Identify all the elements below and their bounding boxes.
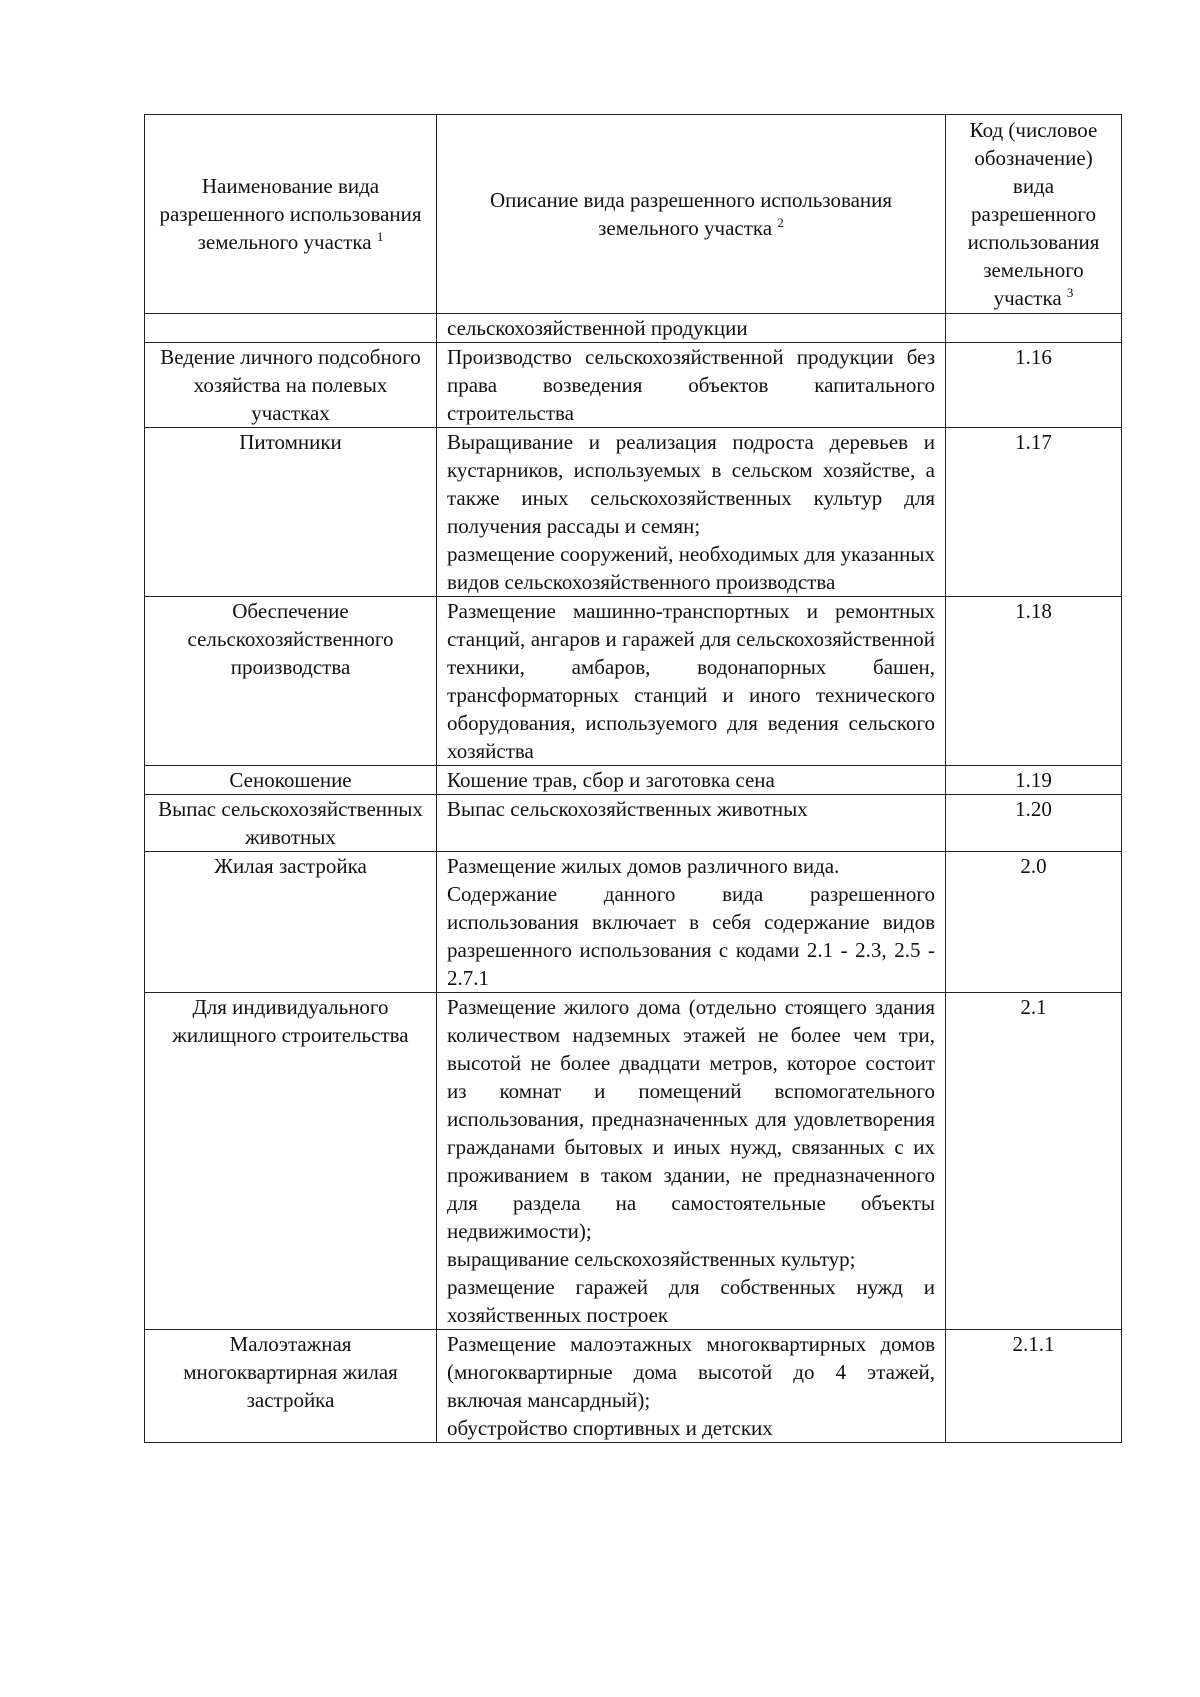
land-use-name-cell: Сенокошение [145, 766, 437, 795]
land-use-code-cell: 2.1 [946, 993, 1122, 1330]
land-use-name-cell: Выпас сельскохозяйственных животных [145, 795, 437, 852]
land-use-description-cell [437, 343, 946, 428]
land-use-name-cell: Питомники [145, 428, 437, 597]
description-paragraph: Выращивание и реализация подроста деревьев и кустарников, используемых в сельском хозяйстве, а также иных сельскохозяйственных культур для получения рассады и семян; [447, 430, 935, 538]
land-use-description-cell [437, 766, 946, 795]
header-code [946, 115, 1122, 314]
land-use-description-cell [437, 795, 946, 852]
description-paragraph: размещение гаражей для собственных нужд и хозяйственных построек [447, 1275, 935, 1327]
table-row [145, 428, 1122, 597]
land-use-description-cell [437, 428, 946, 597]
table-row [145, 852, 1122, 993]
description-paragraph: Производство сельскохозяйственной продукции без права возведения объектов капитального строительства [447, 345, 935, 425]
description-paragraph: Размещение малоэтажных многоквартирных домов (многоквартирные дома высотой до 4 этажей, включая мансардный); [447, 1332, 935, 1412]
land-use-code-cell: 1.16 [946, 343, 1122, 428]
description-paragraph: Выпас сельскохозяйственных животных [447, 797, 808, 821]
land-use-code-cell: 1.17 [946, 428, 1122, 597]
land-use-name-cell: Ведение личного подсобного хозяйства на полевых участках [145, 343, 437, 428]
description-paragraph: Размещение жилого дома (отдельно стоящего здания количеством надземных этажей не более чем три, высотой не более двадцати метров, которое состоит из комнат и помещений вспомогательного использования, предназначенных для удовлетворения гражданами бытовых и иных нужд, связанных с их проживанием в таком здании, не предназначенного для раздела на самостоятельные объекты недвижимости); [447, 995, 935, 1243]
table-row [145, 314, 1122, 343]
description-paragraph: размещение сооружений, необходимых для указанных видов сельскохозяйственного производства [447, 542, 935, 594]
land-use-name-cell: Для индивидуального жилищного строительства [145, 993, 437, 1330]
description-paragraph: обустройство спортивных и детских [447, 1416, 773, 1440]
land-use-table [144, 114, 1122, 1443]
table-row [145, 1330, 1122, 1443]
header-description-footnote: 2 [777, 215, 784, 230]
table-row [145, 597, 1122, 766]
description-paragraph: Кошение трав, сбор и заготовка сена [447, 768, 775, 792]
land-use-name-cell [145, 314, 437, 343]
land-use-code-cell [946, 314, 1122, 343]
description-paragraph: выращивание сельскохозяйственных культур; [447, 1247, 856, 1271]
land-use-code-cell: 1.19 [946, 766, 1122, 795]
land-use-code-cell: 1.20 [946, 795, 1122, 852]
land-use-description-cell [437, 597, 946, 766]
land-use-description-cell [437, 852, 946, 993]
table-row [145, 993, 1122, 1330]
header-description [437, 115, 946, 314]
land-use-name-cell: Обеспечение сельскохозяйственного производства [145, 597, 437, 766]
land-use-description-cell [437, 314, 946, 343]
land-use-description-cell [437, 1330, 946, 1443]
table-row [145, 766, 1122, 795]
description-paragraph: Содержание данного вида разрешенного использования включает в себя содержание видов разрешенного использования с кодами 2.1 - 2.3, 2.5 - 2.7.1 [447, 882, 935, 990]
header-code-footnote: 3 [1066, 285, 1074, 300]
description-paragraph: сельскохозяйственной продукции [447, 316, 748, 340]
header-name-text: Наименование вида разрешенного использования земельного участка [159, 174, 422, 254]
header-name-footnote: 1 [376, 229, 384, 244]
land-use-code-cell: 2.0 [946, 852, 1122, 993]
land-use-description-cell [437, 993, 946, 1330]
header-description-text: Описание вида разрешенного использования земельного участка [489, 188, 893, 240]
header-name [145, 115, 437, 314]
header-code-text: Код (числовое обозначение) вида разрешенного использования земельного участка [967, 118, 1100, 310]
land-use-name-cell: Малоэтажная многоквартирная жилая застройка [145, 1330, 437, 1443]
description-paragraph: Размещение жилых домов различного вида. [447, 854, 840, 878]
table-row [145, 795, 1122, 852]
table-row [145, 343, 1122, 428]
land-use-code-cell: 2.1.1 [946, 1330, 1122, 1443]
table-header-row [145, 115, 1122, 314]
table-body [145, 314, 1122, 1443]
description-paragraph: Размещение машинно-транспортных и ремонтных станций, ангаров и гаражей для сельскохозяйственной техники, амбаров, водонапорных башен, трансформаторных станций и иного технического оборудования, используемого для ведения сельского хозяйства [447, 599, 935, 763]
land-use-code-cell: 1.18 [946, 597, 1122, 766]
land-use-name-cell: Жилая застройка [145, 852, 437, 993]
